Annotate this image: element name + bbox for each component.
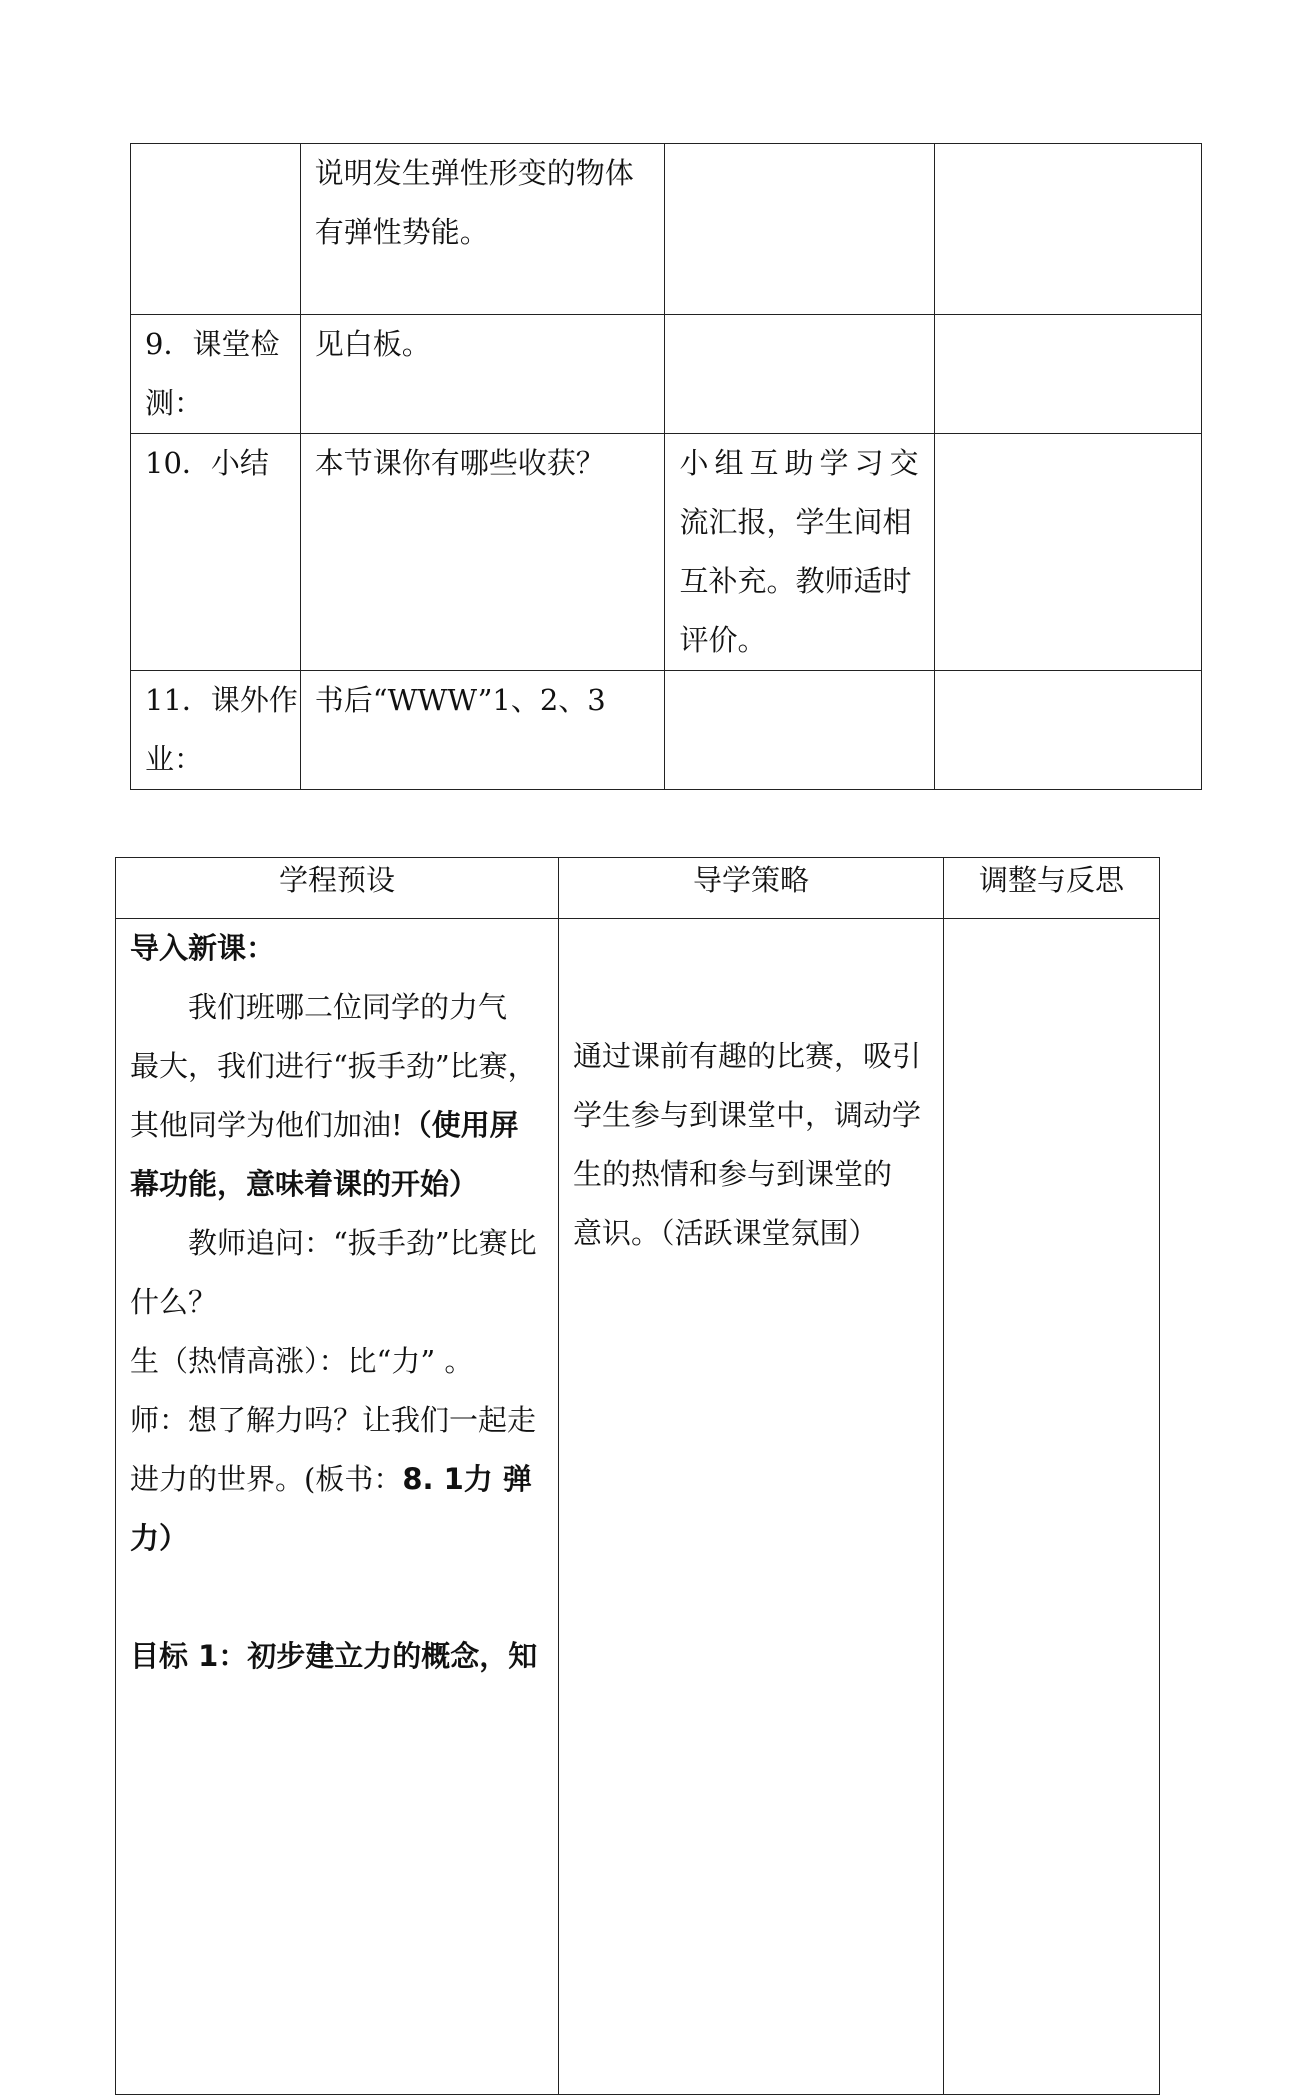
cell-reflection bbox=[944, 919, 1160, 2095]
cell-content: 说明发生弹性形变的物体 有弹性势能。 bbox=[300, 144, 665, 315]
cell-reflection bbox=[934, 315, 1201, 434]
table-row bbox=[131, 144, 1202, 315]
header-reflection: 调整与反思 bbox=[944, 858, 1160, 919]
cell-content: 书后“WWW”1、2、3 bbox=[300, 671, 665, 790]
header-plan: 学程预设 bbox=[116, 858, 559, 919]
table-row bbox=[131, 671, 1202, 790]
cell-content: 本节课你有哪些收获？ bbox=[300, 434, 665, 671]
lesson-table-continued bbox=[130, 143, 1202, 790]
cell-strategy: 通过课前有趣的比赛，吸引 学生参与到课堂中，调动学 生的热情和参与到课堂的 意识。（活跃课堂氛围） bbox=[559, 919, 944, 2095]
table-row bbox=[131, 315, 1202, 434]
table-row bbox=[116, 919, 1160, 2095]
intro-heading: 导入新课： bbox=[130, 931, 276, 965]
table-header-row bbox=[116, 858, 1160, 919]
cell-strategy bbox=[665, 315, 934, 434]
cell-step bbox=[131, 144, 301, 315]
cell-step: 11．课外作 业： bbox=[131, 671, 301, 790]
cell-reflection bbox=[934, 434, 1201, 671]
cell-strategy bbox=[665, 144, 934, 315]
lesson-plan-table bbox=[115, 857, 1160, 2095]
cell-step: 9．课堂检 测： bbox=[131, 315, 301, 434]
cell-reflection bbox=[934, 144, 1201, 315]
cell-reflection bbox=[934, 671, 1201, 790]
header-strategy: 导学策略 bbox=[559, 858, 944, 919]
table-row bbox=[131, 434, 1202, 671]
cell-step: 10．小结 bbox=[131, 434, 301, 671]
cell-content: 见白板。 bbox=[300, 315, 665, 434]
cell-strategy bbox=[665, 671, 934, 790]
goal-heading: 目标 1：初步建立力的概念，知 bbox=[130, 1639, 538, 1673]
cell-plan: 导入新课： 我们班哪二位同学的力气 最大，我们进行“扳手劲”比赛， 其他同学为他们加油!（使用屏 幕功能，意味着课的开始） 教师追问：“扳手劲”比赛比 什么？ 生（热情高涨）：比“力” 。 师：想了解力吗？让我们一起走 进力的世界。(板书：8. 1力 弹 力） 目标 1：初步建立力的概念，知 bbox=[116, 919, 559, 2095]
cell-strategy: 小组互助学习交 流汇报，学生间相 互补充。教师适时 评价。 bbox=[665, 434, 934, 671]
